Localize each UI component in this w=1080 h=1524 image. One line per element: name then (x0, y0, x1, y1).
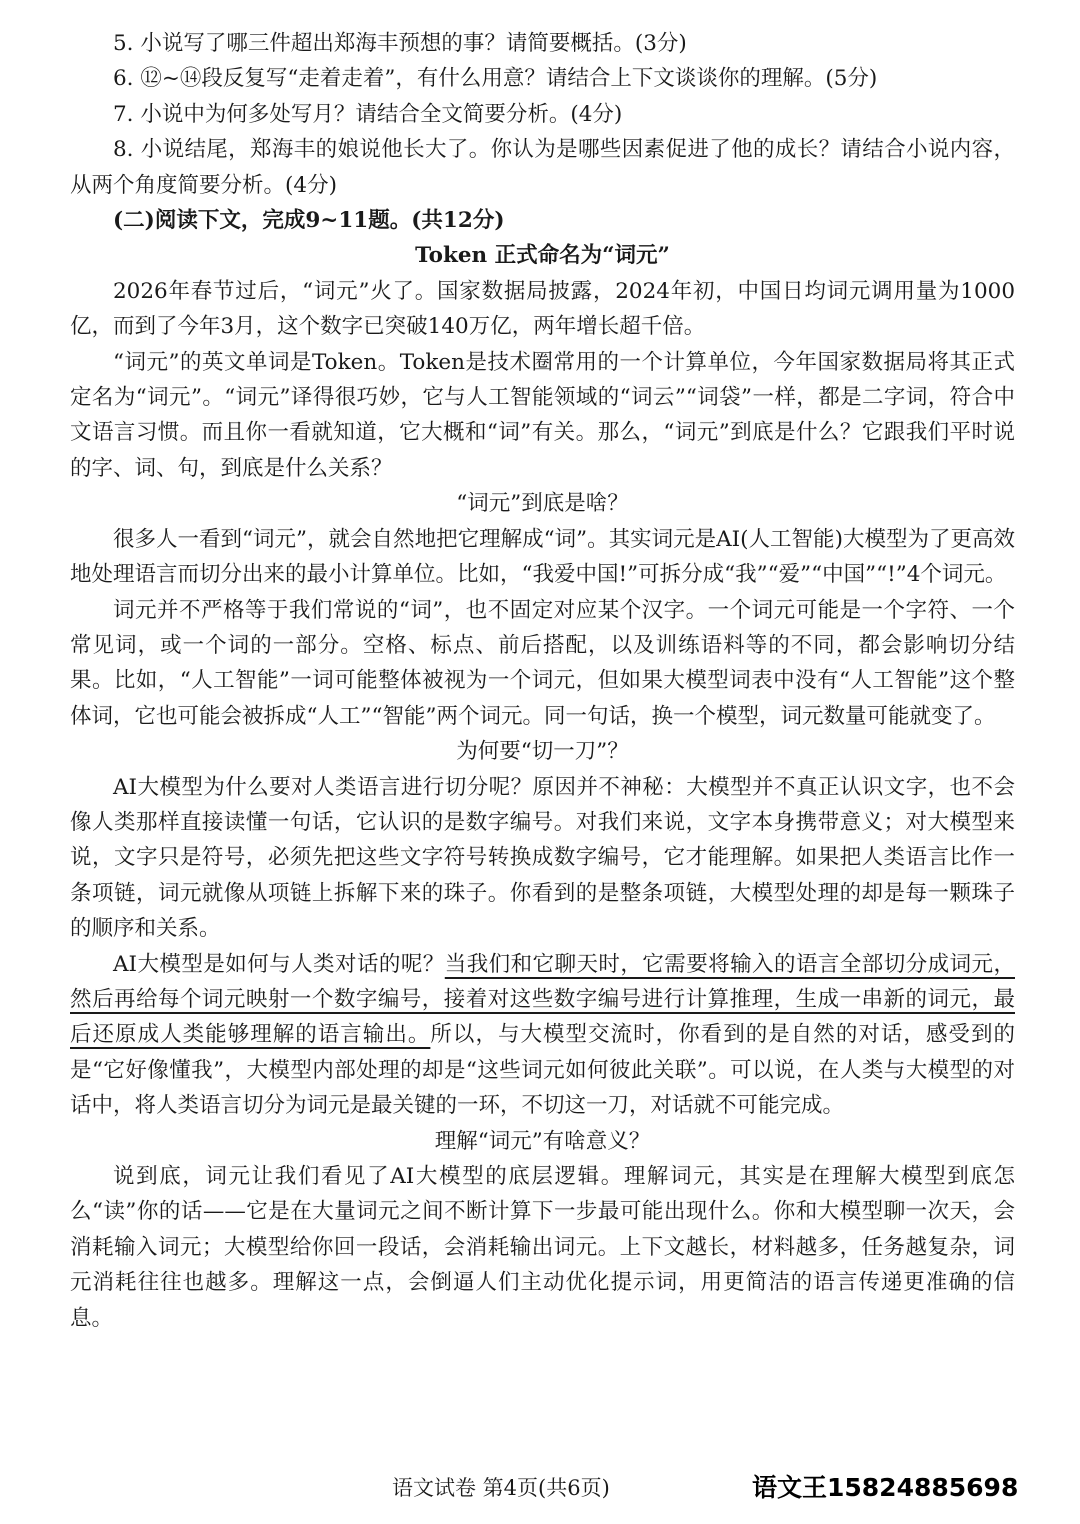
intro-paragraph-2: “词元”的英文单词是Token。Token是技术圈常用的一个计算单位，今年国家数据局将其正式定名为“词元”。“词元”译得很巧妙，它与人工智能领域的“词云”“词袋”一样，都是二字词，符合中文语言习惯。而且你一看就知道，它大概和“词”有关。那么，“词元”到底是什么？它跟我们平时说的字、词、句，到底是什么关系？ (70, 349, 1015, 481)
page-footer (0, 1468, 1080, 1508)
section-heading: (二)阅读下文，完成9~11题。(共12分) (113, 208, 505, 234)
question-6: 6. ⑫~⑭段反复写“走着走着”，有什么用意？请结合上下文谈谈你的理解。(5分) (113, 66, 878, 92)
subhead-why-cut: 为何要“切一刀”？ (456, 739, 629, 765)
question-8: 8. 小说结尾，郑海丰的娘说他长大了。你认为是哪些因素促进了他的成长？请结合小说内容，从两个角度简要分析。(4分) (70, 137, 1015, 198)
question-7: 7. 小说中为何多处写月？请结合全文简要分析。(4分) (113, 101, 623, 127)
exam-page (70, 26, 1015, 1336)
question-5: 5. 小说写了哪三件超出郑海丰预想的事？请简要概括。(3分) (113, 31, 687, 56)
subhead-meaning: 理解“词元”有啥意义？ (434, 1128, 651, 1154)
intro-paragraph-1: 2026年春节过后，“词元”火了。国家数据局披露，2024年初，中国日均词元调用量为1000亿，而到了今年3月，这个数字已突破140万亿，两年增长超千倍。 (70, 278, 1015, 340)
section2-paragraph-2 (70, 947, 1015, 1124)
section1-paragraph-2: 词元并不严格等于我们常说的“词”，也不固定对应某个汉字。一个词元可能是一个字符、一个常见词，或一个词的一部分。空格、标点、前后搭配，以及训练语料等的不同，都会影响切分结果。比如，“人工智能”一词可能整体被视为一个词元，但如果大模型词表中没有“人工智能”这个整体词，它也可能会被拆成“人工”“智能”两个词元。同一句话，换一个模型，词元数量可能就变了。 (70, 597, 1015, 729)
page-number-label: 语文试卷 第4页(共6页) (392, 1476, 610, 1500)
section2-paragraph-2-after: 所以，与大模型交流时，你看到的是自然的对话，感受到的是“它好像懂我”，大模型内部处理的却是“这些词元如何彼此关联”。可以说，在人类与大模型的对话中，将人类语言切分为词元是最关键的一环，不切这一刀，对话就不可能完成。 (70, 1022, 1015, 1119)
section2-paragraph-1: AI大模型为什么要对人类语言进行切分呢？原因并不神秘：大模型并不真正认识文字，也不会像人类那样直接读懂一句话，它认识的是数字编号。对我们来说，文字本身携带意义；对大模型来说，文字只是符号，必须先把这些文字符号转换成数字编号，它才能理解。如果把人类语言比作一条项链，词元就像从项链上拆解下来的珠子。你看到的是整条项链，大模型处理的却是每一颗珠子的顺序和关系。 (70, 774, 1015, 942)
subhead-what-is-token: “词元”到底是啥？ (456, 491, 629, 517)
brand-watermark: 语文王15824885698 (752, 1473, 1019, 1502)
section2-paragraph-2-before: AI大模型是如何与人类对话的呢？ (113, 951, 445, 977)
section3-paragraph: 说到底，词元让我们看见了AI大模型的底层逻辑。理解词元，其实是在理解大模型到底怎么“读”你的话——它是在大量词元之间不断计算下一步最可能出现什么。你和大模型聊一次天，会消耗输入词元；大模型给你回一段话，会消耗输出词元。上下文越长，材料越多，任务越复杂，词元消耗往往也越多。理解这一点，会倒逼人们主动优化提示词，用更简洁的语言传递更准确的信息。 (70, 1164, 1015, 1331)
section1-paragraph-1: 很多人一看到“词元”，就会自然地把它理解成“词”。其实词元是AI(人工智能)大模型为了更高效地处理语言而切分出来的最小计算单位。比如，“我爱中国!”可拆分成“我”“爱”“中国”“!”4个词元。 (70, 526, 1015, 588)
article-title: Token 正式命名为“词元” (415, 243, 670, 269)
underlined-sentence: 当我们和它聊天时，它需要将输入的语言全部切分成词元，然后再给每个词元映射一个数字编号，接着对这些数字编号进行计算推理，生成一串新的词元，最后还原成人类能够理解的语言输出。 (70, 951, 1015, 1048)
